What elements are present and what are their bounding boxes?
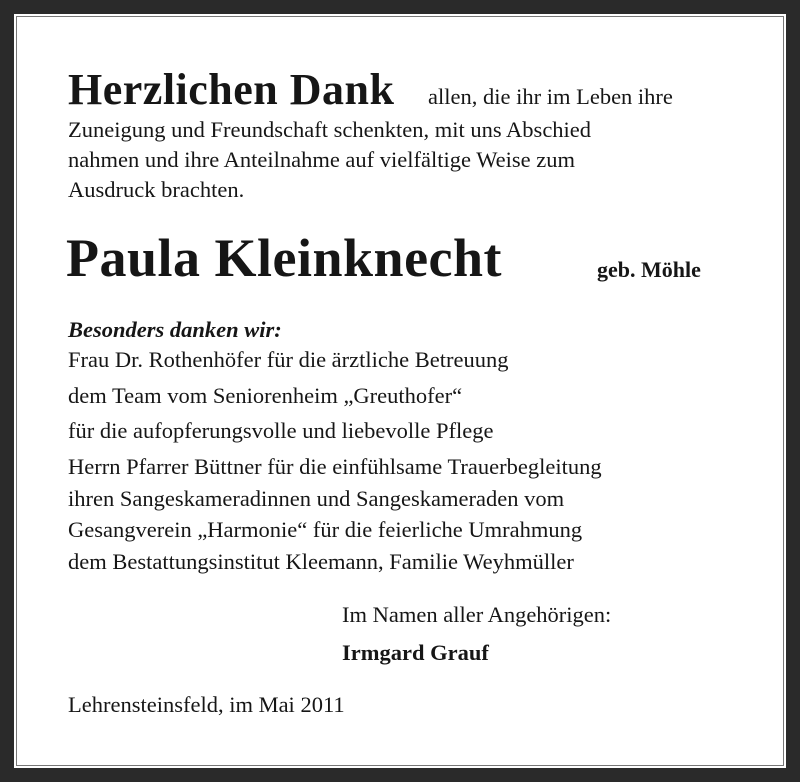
on-behalf-line: Im Namen aller Angehörigen: (342, 602, 612, 627)
thanks-line: dem Team vom Seniorenheim „Greuthofer“ (68, 383, 463, 408)
thanks-line: Gesangverein „Harmonie“ für die feierliche Umrahmung (68, 517, 583, 542)
intro-line-4: Ausdruck brachten. (68, 177, 245, 202)
intro-line-3: nahmen und ihre Anteilnahme auf vielfältige Weise zum (68, 147, 575, 172)
thanks-line: Herrn Pfarrer Büttner für die einfühlsame Trauerbegleitung (68, 454, 602, 479)
thanks-line: Frau Dr. Rothenhöfer für die ärztliche Betreuung (68, 347, 509, 372)
signer-name: Irmgard Grauf (342, 640, 489, 665)
thanks-line: dem Bestattungsinstitut Kleemann, Familie Weyhmüller (68, 549, 574, 574)
intro-line-2: Zuneigung und Freundschaft schenkten, mit uns Abschied (68, 117, 592, 142)
thanks-line: ihren Sangeskameradinnen und Sangeskameraden vom (68, 486, 565, 511)
intro-line-1: allen, die ihr im Leben ihre (428, 84, 673, 109)
deceased-name: Paula Kleinknecht (66, 228, 503, 288)
place-date: Lehrensteinsfeld, im Mai 2011 (68, 692, 345, 717)
thanks-section-heading: Besonders danken wir: (68, 317, 282, 342)
maiden-name: geb. Möhle (597, 257, 701, 282)
thanks-headline: Herzlichen Dank (68, 65, 395, 114)
thanks-line: für die aufopferungsvolle und liebevolle Pflege (68, 418, 494, 443)
